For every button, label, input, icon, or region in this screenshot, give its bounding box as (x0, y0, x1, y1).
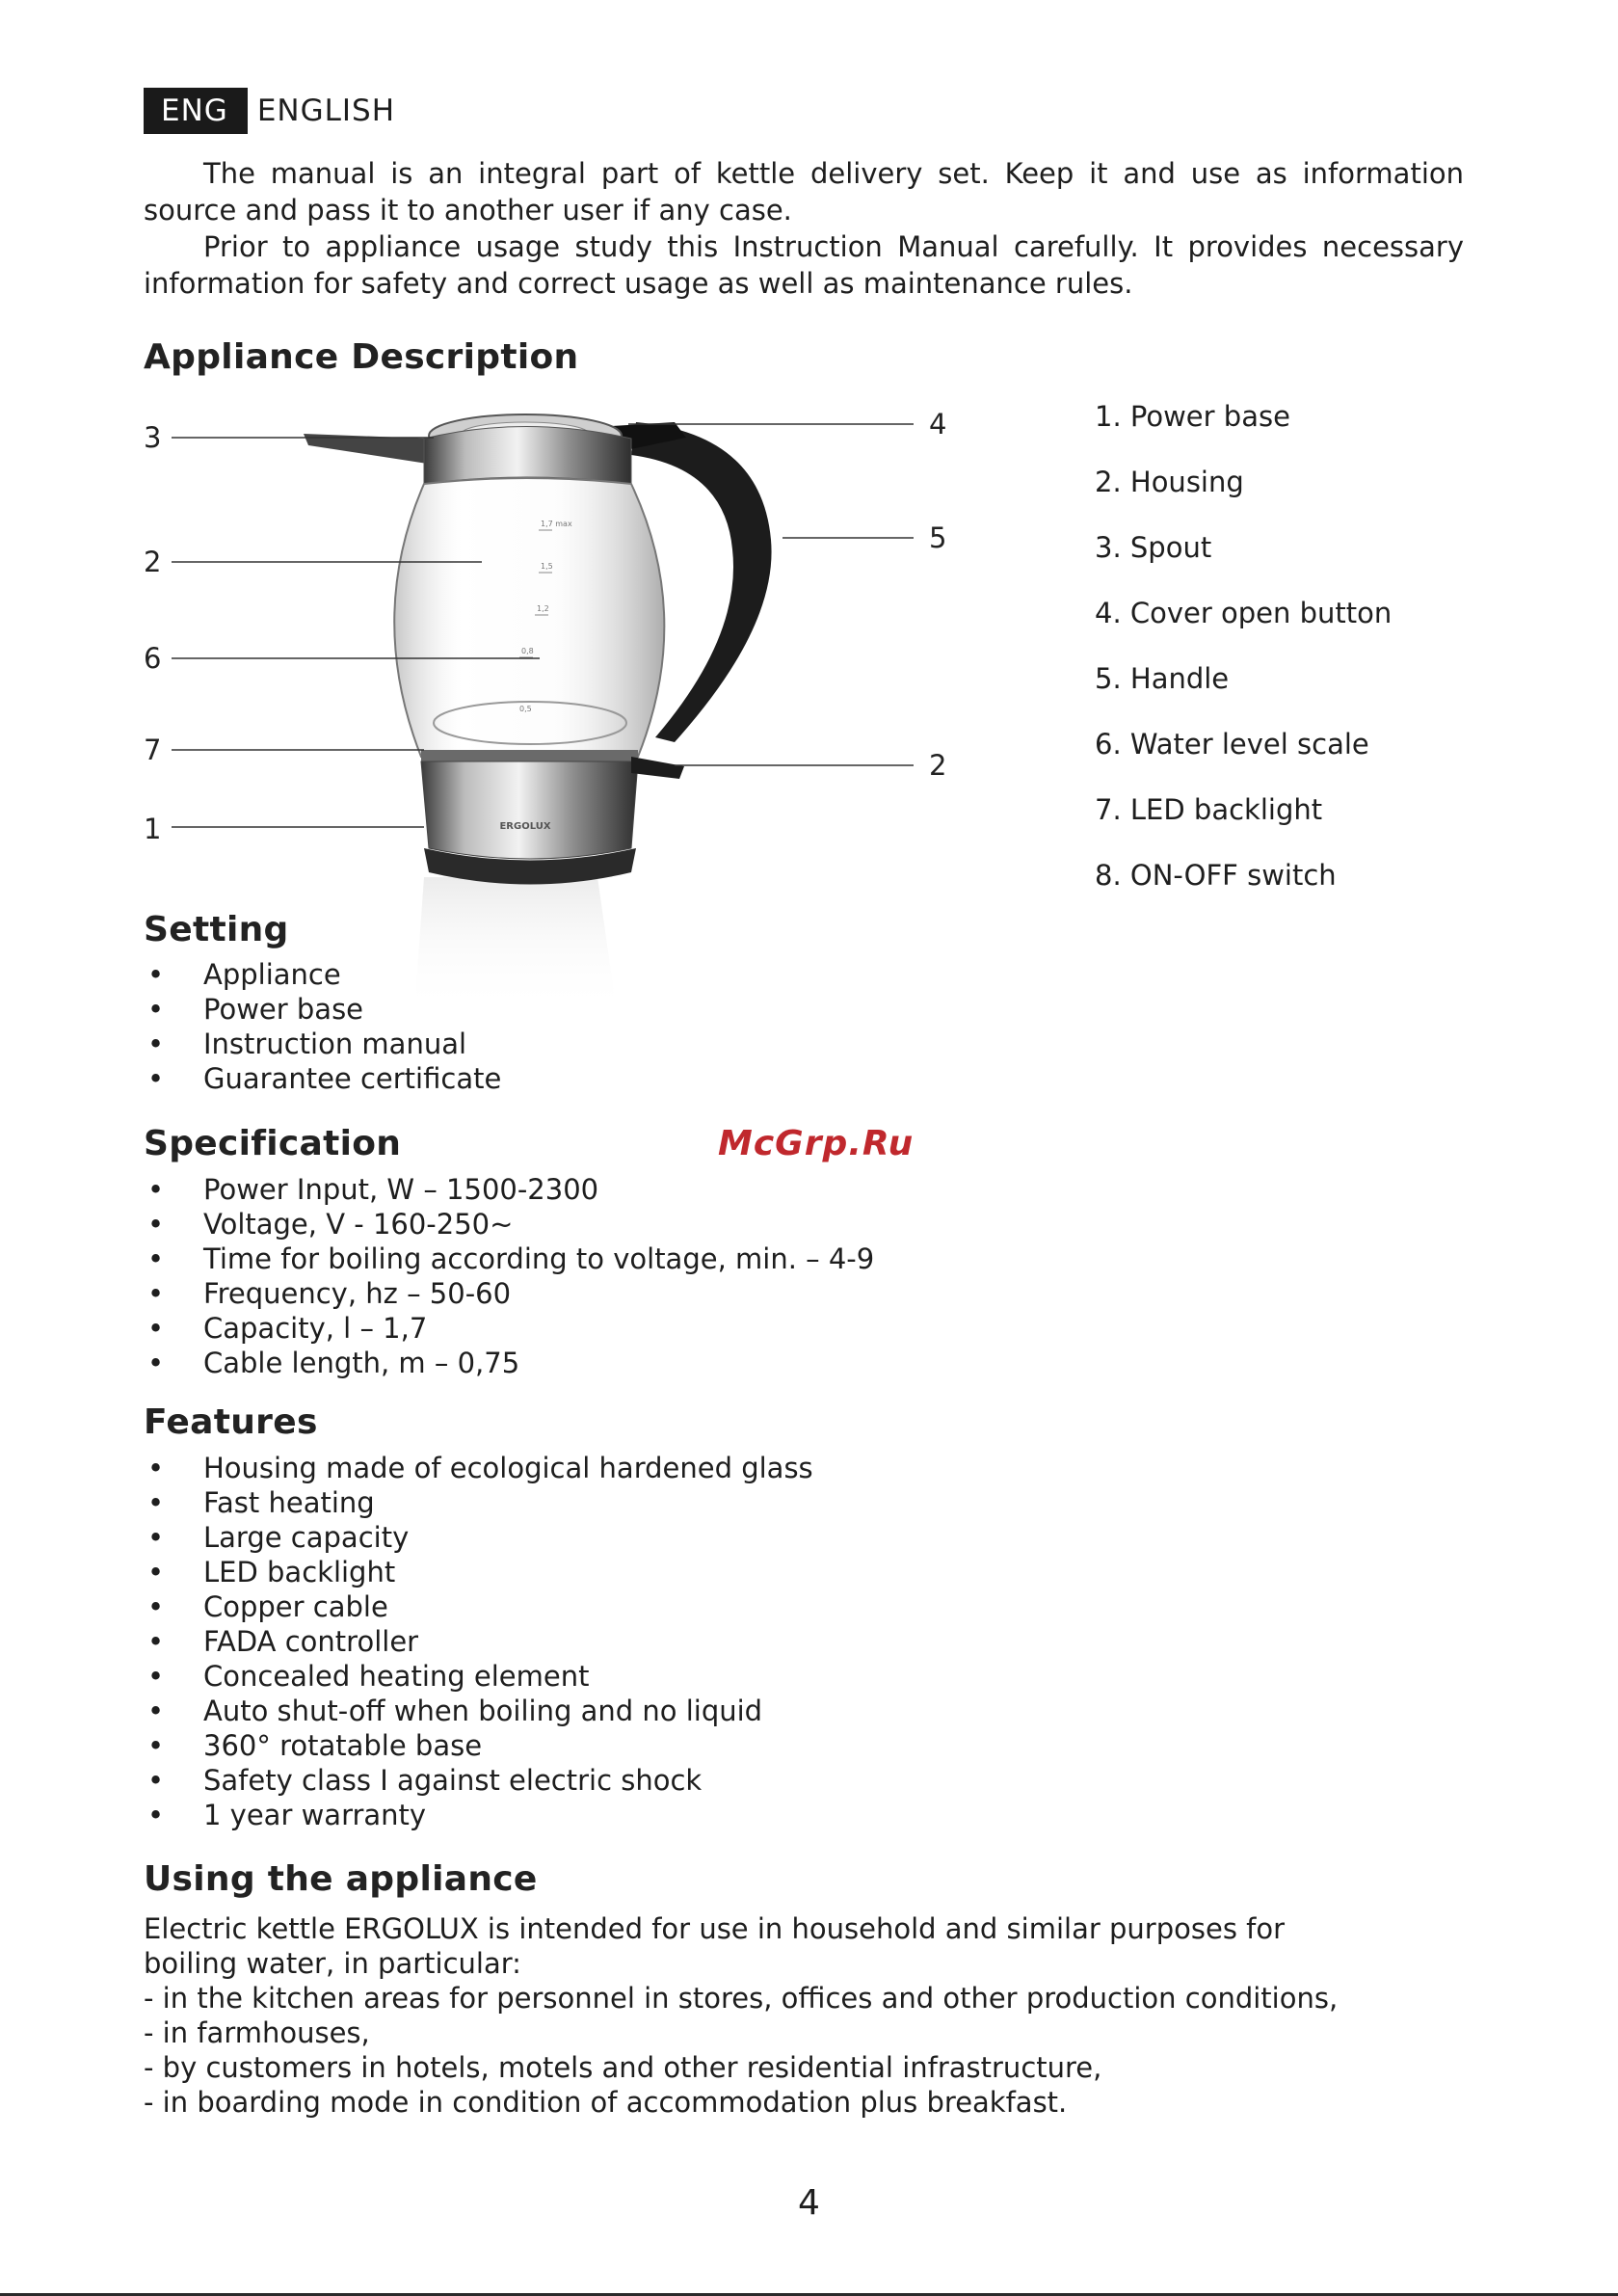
using-list (144, 1981, 1338, 2120)
list-item: - in the kitchen areas for personnel in stores, offices and other production conditions, (144, 1982, 1339, 2015)
part-item: 8. ON-OFF switch (1095, 859, 1337, 892)
scale-mark: 0,5 (519, 705, 532, 713)
callout-number: 2 (929, 749, 947, 782)
kettle-top-collar (424, 427, 631, 485)
specification-list (144, 1172, 874, 1380)
kettle-spout (304, 434, 434, 465)
on-off-switch (631, 757, 684, 779)
list-item: • Power base (147, 993, 364, 1026)
intro-paragraph-2: Prior to appliance usage study this Instruction Manual carefully. It provides necessary information for safety and correct usage as well as maintenance rules. (144, 230, 1464, 300)
list-item: • Appliance (147, 958, 341, 991)
kettle-steel-base (421, 761, 638, 859)
list-item: • Time for boiling according to voltage, min. – 4-9 (147, 1242, 875, 1275)
list-item: - in farmhouses, (144, 2016, 370, 2049)
list-item: • Large capacity (147, 1521, 410, 1554)
list-item: • Cable length, m – 0,75 (147, 1347, 520, 1379)
kettle-glass-housing (394, 478, 664, 757)
list-item: • Capacity, l – 1,7 (147, 1312, 428, 1345)
part-item: 2. Housing (1095, 466, 1244, 498)
callout-number: 5 (929, 521, 947, 554)
brand-mark: ERGOLUX (499, 821, 551, 832)
part-item: 7. LED backlight (1095, 793, 1323, 826)
list-item: • Safety class I against electric shock (147, 1764, 703, 1797)
page-number: 4 (798, 2183, 820, 2223)
part-item: 3. Spout (1095, 531, 1212, 564)
list-item: • Power Input, W – 1500-2300 (147, 1173, 599, 1206)
scale-mark: 0,8 (521, 647, 534, 655)
part-item: 1. Power base (1095, 400, 1290, 433)
intro-paragraph-1: The manual is an integral part of kettle delivery set. Keep it and use as information source and pass it to another user if any case. (144, 157, 1464, 227)
scale-mark: 1,5 (541, 562, 553, 571)
list-item: • Auto shut-off when boiling and no liquid (147, 1695, 763, 1727)
list-item: - in boarding mode in condition of accommodation plus breakfast. (144, 2086, 1068, 2119)
list-item: • Fast heating (147, 1486, 375, 1519)
scale-mark: 1,2 (537, 604, 549, 613)
callout-number: 7 (144, 734, 162, 766)
language-name: ENGLISH (256, 93, 396, 128)
callout-number: 6 (144, 642, 162, 675)
list-item: • Copper cable (147, 1590, 388, 1623)
specification-heading: Specification (144, 1124, 402, 1163)
appliance-description-heading: Appliance Description (144, 337, 579, 377)
setting-heading: Setting (144, 910, 289, 949)
language-header (144, 88, 395, 134)
callout-number: 1 (144, 813, 162, 845)
callout-number: 3 (144, 421, 162, 454)
features-list (144, 1451, 813, 1832)
part-item: 6. Water level scale (1095, 728, 1369, 761)
scale-mark: 1,7 max (541, 520, 572, 528)
list-item: • LED backlight (147, 1556, 396, 1589)
list-item: • Frequency, hz – 50-60 (147, 1277, 512, 1310)
intro-text (144, 155, 1464, 302)
callout-number: 4 (929, 408, 947, 441)
using-intro: Electric kettle ERGOLUX is intended for use in household and similar purposes for boiling water, in particular: (144, 1912, 1286, 1980)
callout-number: 2 (144, 546, 162, 578)
list-item: • Instruction manual (147, 1028, 467, 1060)
part-item: 4. Cover open button (1095, 597, 1393, 629)
list-item: • Concealed heating element (147, 1660, 590, 1693)
list-item: • 1 year warranty (147, 1799, 427, 1831)
setting-list (144, 957, 501, 1096)
list-item: • 360° rotatable base (147, 1729, 483, 1762)
part-item: 5. Handle (1095, 662, 1230, 695)
features-heading: Features (144, 1402, 318, 1442)
watermark-text: McGrp.Ru (718, 1124, 915, 1163)
list-item: • FADA controller (147, 1625, 419, 1658)
language-code-badge: ENG (144, 88, 248, 134)
list-item: • Housing made of ecological hardened glass (147, 1452, 813, 1484)
list-item: • Guarantee certificate (147, 1062, 502, 1095)
list-item: • Voltage, V - 160-250~ (147, 1208, 514, 1241)
using-appliance-heading: Using the appliance (144, 1859, 538, 1899)
parts-list (1095, 395, 1392, 920)
list-item: - by customers in hotels, motels and other residential infrastructure, (144, 2051, 1102, 2084)
